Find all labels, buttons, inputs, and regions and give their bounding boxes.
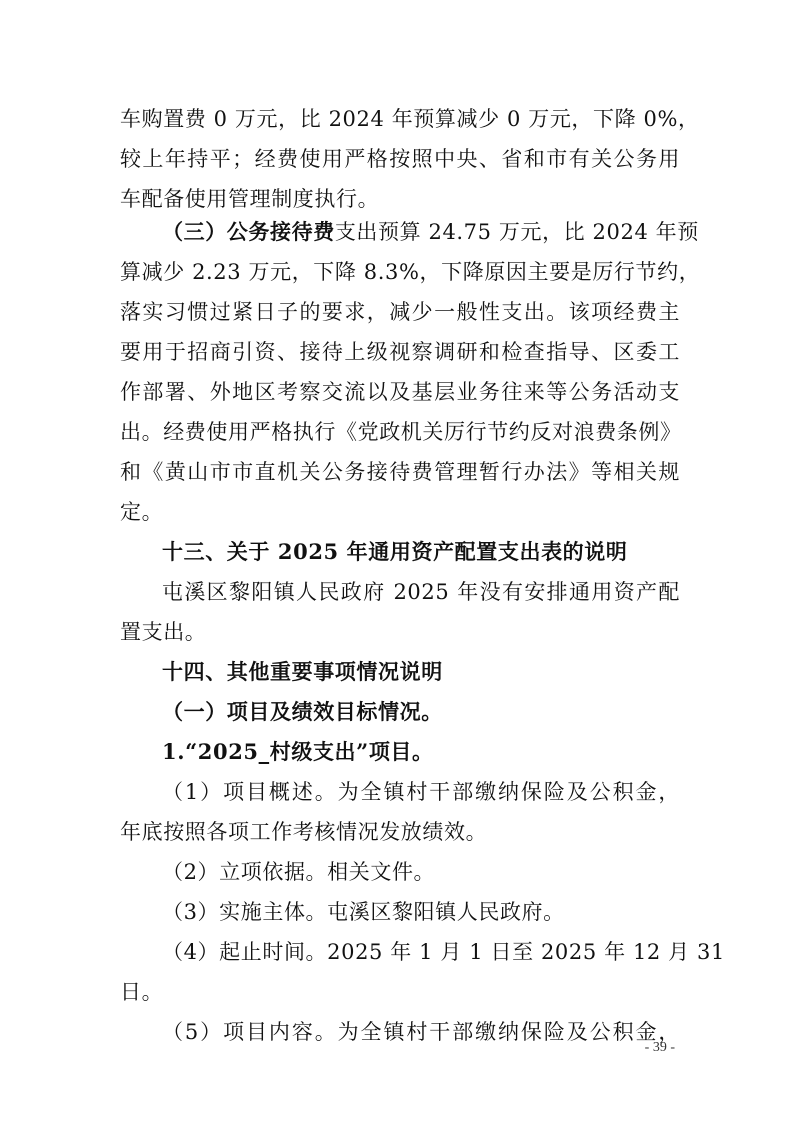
- text-span: 支出预算 24.75 万元，比 2024 年预: [334, 220, 699, 244]
- text-line: （5）项目内容。为全镇村干部缴纳保险及公积金，: [162, 1020, 680, 1044]
- item-title: 1.“2025_村级支出”项目。: [162, 739, 434, 764]
- subsection-title: （一）项目及绩效目标情况。: [162, 699, 443, 724]
- text-line: [162, 217, 699, 247]
- text-line: （1）项目概述。为全镇村干部缴纳保险及公积金，: [162, 780, 680, 804]
- text-line: 作部署、外地区考察交流以及基层业务往来等公务活动支: [120, 380, 680, 404]
- text-line: （2）立项依据。相关文件。: [162, 860, 436, 884]
- section-title: 十三、关于 2025 年通用资产配置支出表的说明: [162, 539, 628, 564]
- text-line: 出。经费使用严格执行《党政机关厉行节约反对浪费条例》: [120, 420, 682, 444]
- text-line: 较上年持平；经费使用严格按照中央、省和市有关公务用: [120, 147, 680, 171]
- text-line: 算减少 2.23 万元，下降 8.3%，下降原因主要是厉行节约，: [120, 260, 701, 284]
- text-line: （3）实施主体。屯溪区黎阳镇人民政府。: [162, 900, 565, 924]
- section-heading-inline: （三）公务接待费: [162, 219, 335, 244]
- text-line: 屯溪区黎阳镇人民政府 2025 年没有安排通用资产配: [162, 580, 680, 604]
- text-line: （4）起止时间。2025 年 1 月 1 日至 2025 年 12 月 31: [162, 940, 725, 964]
- text-line: 年底按照各项工作考核情况发放绩效。: [120, 820, 488, 844]
- text-line: 和《黄山市市直机关公务接待费管理暂行办法》等相关规: [120, 460, 680, 484]
- text-line: 车配备使用管理制度执行。: [120, 187, 380, 211]
- section-title: 十四、其他重要事项情况说明: [162, 659, 443, 684]
- text-line: 日。: [120, 980, 164, 1004]
- text-line: 要用于招商引资、接待上级视察调研和检查指导、区委工: [120, 340, 680, 364]
- text-line: 置支出。: [120, 620, 207, 644]
- text-line: 定。: [120, 500, 164, 524]
- text-line: 落实习惯过紧日子的要求，减少一般性支出。该项经费主: [120, 300, 680, 324]
- page-number: - 39 -: [644, 1040, 675, 1055]
- text-line: 车购置费 0 万元，比 2024 年预算减少 0 万元，下降 0%，: [120, 107, 700, 131]
